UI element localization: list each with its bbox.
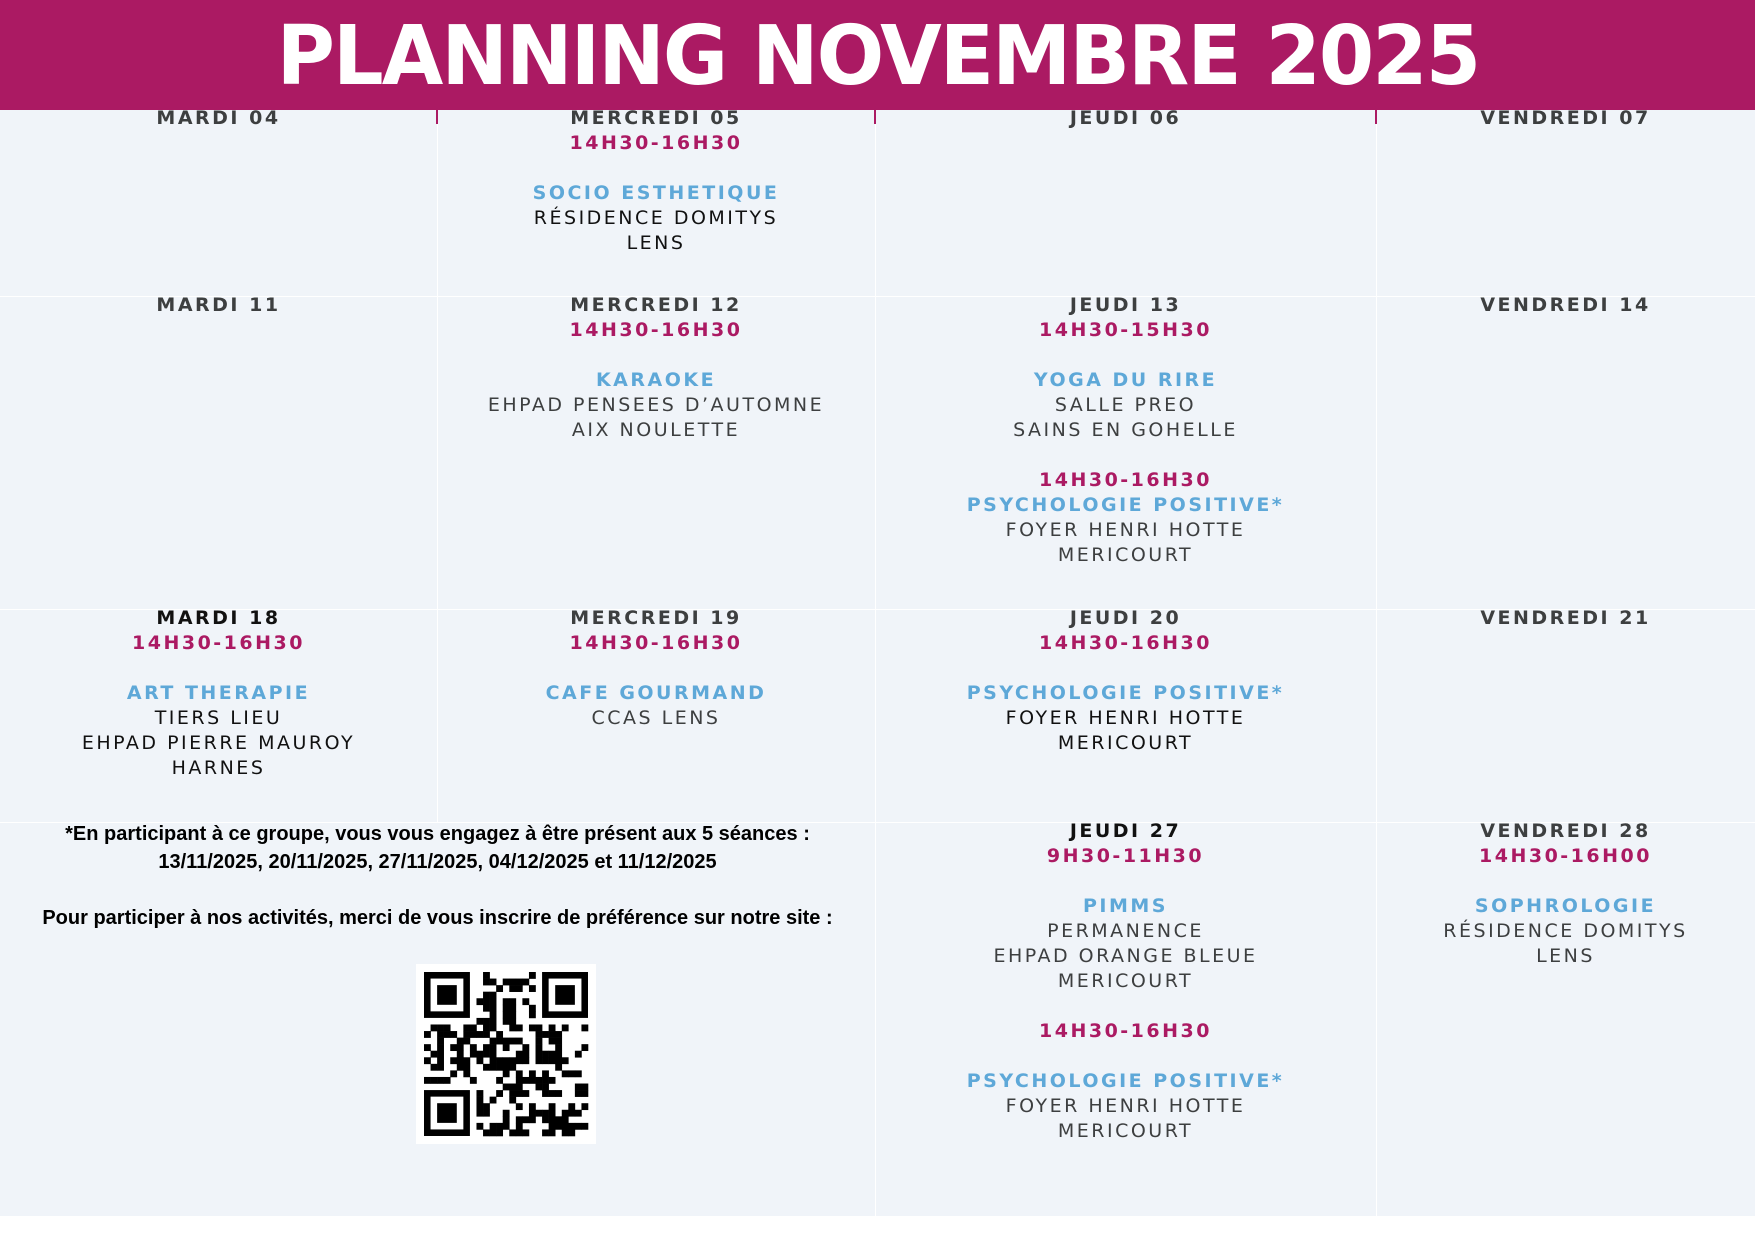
- time-slot: 14H30-16H30: [569, 132, 743, 154]
- location-line: EHPAD PENSEES D’AUTOMNE: [487, 394, 825, 416]
- activity-name: SOPHROLOGIE: [1474, 895, 1657, 917]
- day-label: MERCREDI 19: [570, 607, 742, 629]
- activity-name: ART THERAPIE: [126, 682, 311, 704]
- qr-code[interactable]: [416, 964, 596, 1144]
- day-cell-vendredi-07: [1376, 106, 1755, 131]
- location-line: RÉSIDENCE DOMITYS: [533, 207, 779, 229]
- location-line: SAINS EN GOHELLE: [1013, 419, 1238, 441]
- day-label: VENDREDI 21: [1480, 607, 1651, 629]
- day-label: JEUDI 13: [1069, 294, 1182, 316]
- location-line: MERICOURT: [1057, 970, 1194, 992]
- day-cell-vendredi-28: [1376, 819, 1755, 969]
- day-label: JEUDI 20: [1069, 607, 1182, 629]
- day-label: MERCREDI 12: [570, 294, 742, 316]
- day-label: MARDI 11: [156, 294, 281, 316]
- day-label: VENDREDI 14: [1480, 294, 1651, 316]
- time-slot: 9H30-11H30: [1046, 845, 1205, 867]
- activity-name: SOCIO ESTHETIQUE: [532, 182, 780, 204]
- signup-note: Pour participer à nos activités, merci de vous inscrire de préférence sur notre site :: [42, 907, 833, 929]
- time-slot: 14H30-16H30: [1039, 1020, 1212, 1042]
- time-slot: 14H30-15H30: [1039, 319, 1212, 341]
- qr-code-image: [416, 964, 596, 1144]
- location-line: FOYER HENRI HOTTE: [1005, 1095, 1246, 1117]
- location-line: RÉSIDENCE DOMITYS: [1443, 920, 1688, 942]
- time-slot: 14H30-16H30: [569, 319, 743, 341]
- day-cell-mercredi-19: [437, 606, 875, 731]
- location-line: LENS: [1536, 945, 1595, 967]
- day-label: MERCREDI 05: [570, 107, 742, 129]
- day-label: MARDI 18: [156, 607, 281, 629]
- location-line: AIX NOULETTE: [571, 419, 741, 441]
- day-label: MARDI 04: [156, 107, 281, 129]
- activity-name: PSYCHOLOGIE POSITIVE*: [966, 494, 1285, 516]
- column-divider: [1376, 110, 1377, 1216]
- day-cell-mercredi-05: [437, 106, 875, 256]
- day-cell-jeudi-20: [875, 606, 1376, 756]
- time-slot: 14H30-16H30: [569, 632, 743, 654]
- engagement-note: [0, 820, 875, 932]
- day-cell-mardi-18: [0, 606, 437, 781]
- activity-name: PSYCHOLOGIE POSITIVE*: [966, 682, 1285, 704]
- time-slot: 14H30-16H30: [132, 632, 305, 654]
- location-line: EHPAD PIERRE MAUROY: [81, 732, 356, 754]
- day-cell-vendredi-14: [1376, 293, 1755, 318]
- header-banner: [0, 0, 1755, 110]
- day-label: JEUDI 06: [1069, 107, 1182, 129]
- day-cell-mercredi-12: [437, 293, 875, 443]
- location-line: FOYER HENRI HOTTE: [1005, 519, 1246, 541]
- location-line: CCAS LENS: [591, 707, 721, 729]
- time-slot: 14H30-16H00: [1479, 845, 1652, 867]
- day-cell-jeudi-27: [875, 819, 1376, 1144]
- page-title: PLANNING NOVEMBRE 2025: [276, 9, 1479, 104]
- day-cell-mardi-11: [0, 293, 437, 318]
- day-label: JEUDI 27: [1069, 820, 1182, 842]
- location-line: TIERS LIEU: [154, 707, 283, 729]
- activity-name: PIMMS: [1083, 895, 1168, 917]
- location-line: FOYER HENRI HOTTE: [1005, 707, 1246, 729]
- activity-name: KARAOKE: [595, 369, 717, 391]
- location-line: EHPAD ORANGE BLEUE: [993, 945, 1258, 967]
- location-line: MERICOURT: [1057, 544, 1194, 566]
- day-label: VENDREDI 28: [1480, 820, 1651, 842]
- day-cell-jeudi-13: [875, 293, 1376, 568]
- note-line: *En participant à ce groupe, vous vous engagez à être présent aux 5 séances :: [65, 823, 810, 845]
- activity-name: YOGA DU RIRE: [1033, 369, 1218, 391]
- day-cell-jeudi-06: [875, 106, 1376, 131]
- location-line: HARNES: [171, 757, 266, 779]
- note-dates: 13/11/2025, 20/11/2025, 27/11/2025, 04/12/2025 et 11/12/2025: [158, 851, 717, 873]
- activity-name: PSYCHOLOGIE POSITIVE*: [966, 1070, 1285, 1092]
- time-slot: 14H30-16H30: [1039, 632, 1212, 654]
- activity-name: CAFE GOURMAND: [545, 682, 767, 704]
- time-slot: 14H30-16H30: [1039, 469, 1212, 491]
- location-line: PERMANENCE: [1047, 920, 1204, 942]
- location-line: SALLE PREO: [1054, 394, 1197, 416]
- location-line: LENS: [626, 232, 686, 254]
- location-line: MERICOURT: [1057, 1120, 1194, 1142]
- day-cell-vendredi-21: [1376, 606, 1755, 631]
- day-cell-mardi-04: [0, 106, 437, 131]
- day-label: VENDREDI 07: [1480, 107, 1651, 129]
- location-line: MERICOURT: [1057, 732, 1194, 754]
